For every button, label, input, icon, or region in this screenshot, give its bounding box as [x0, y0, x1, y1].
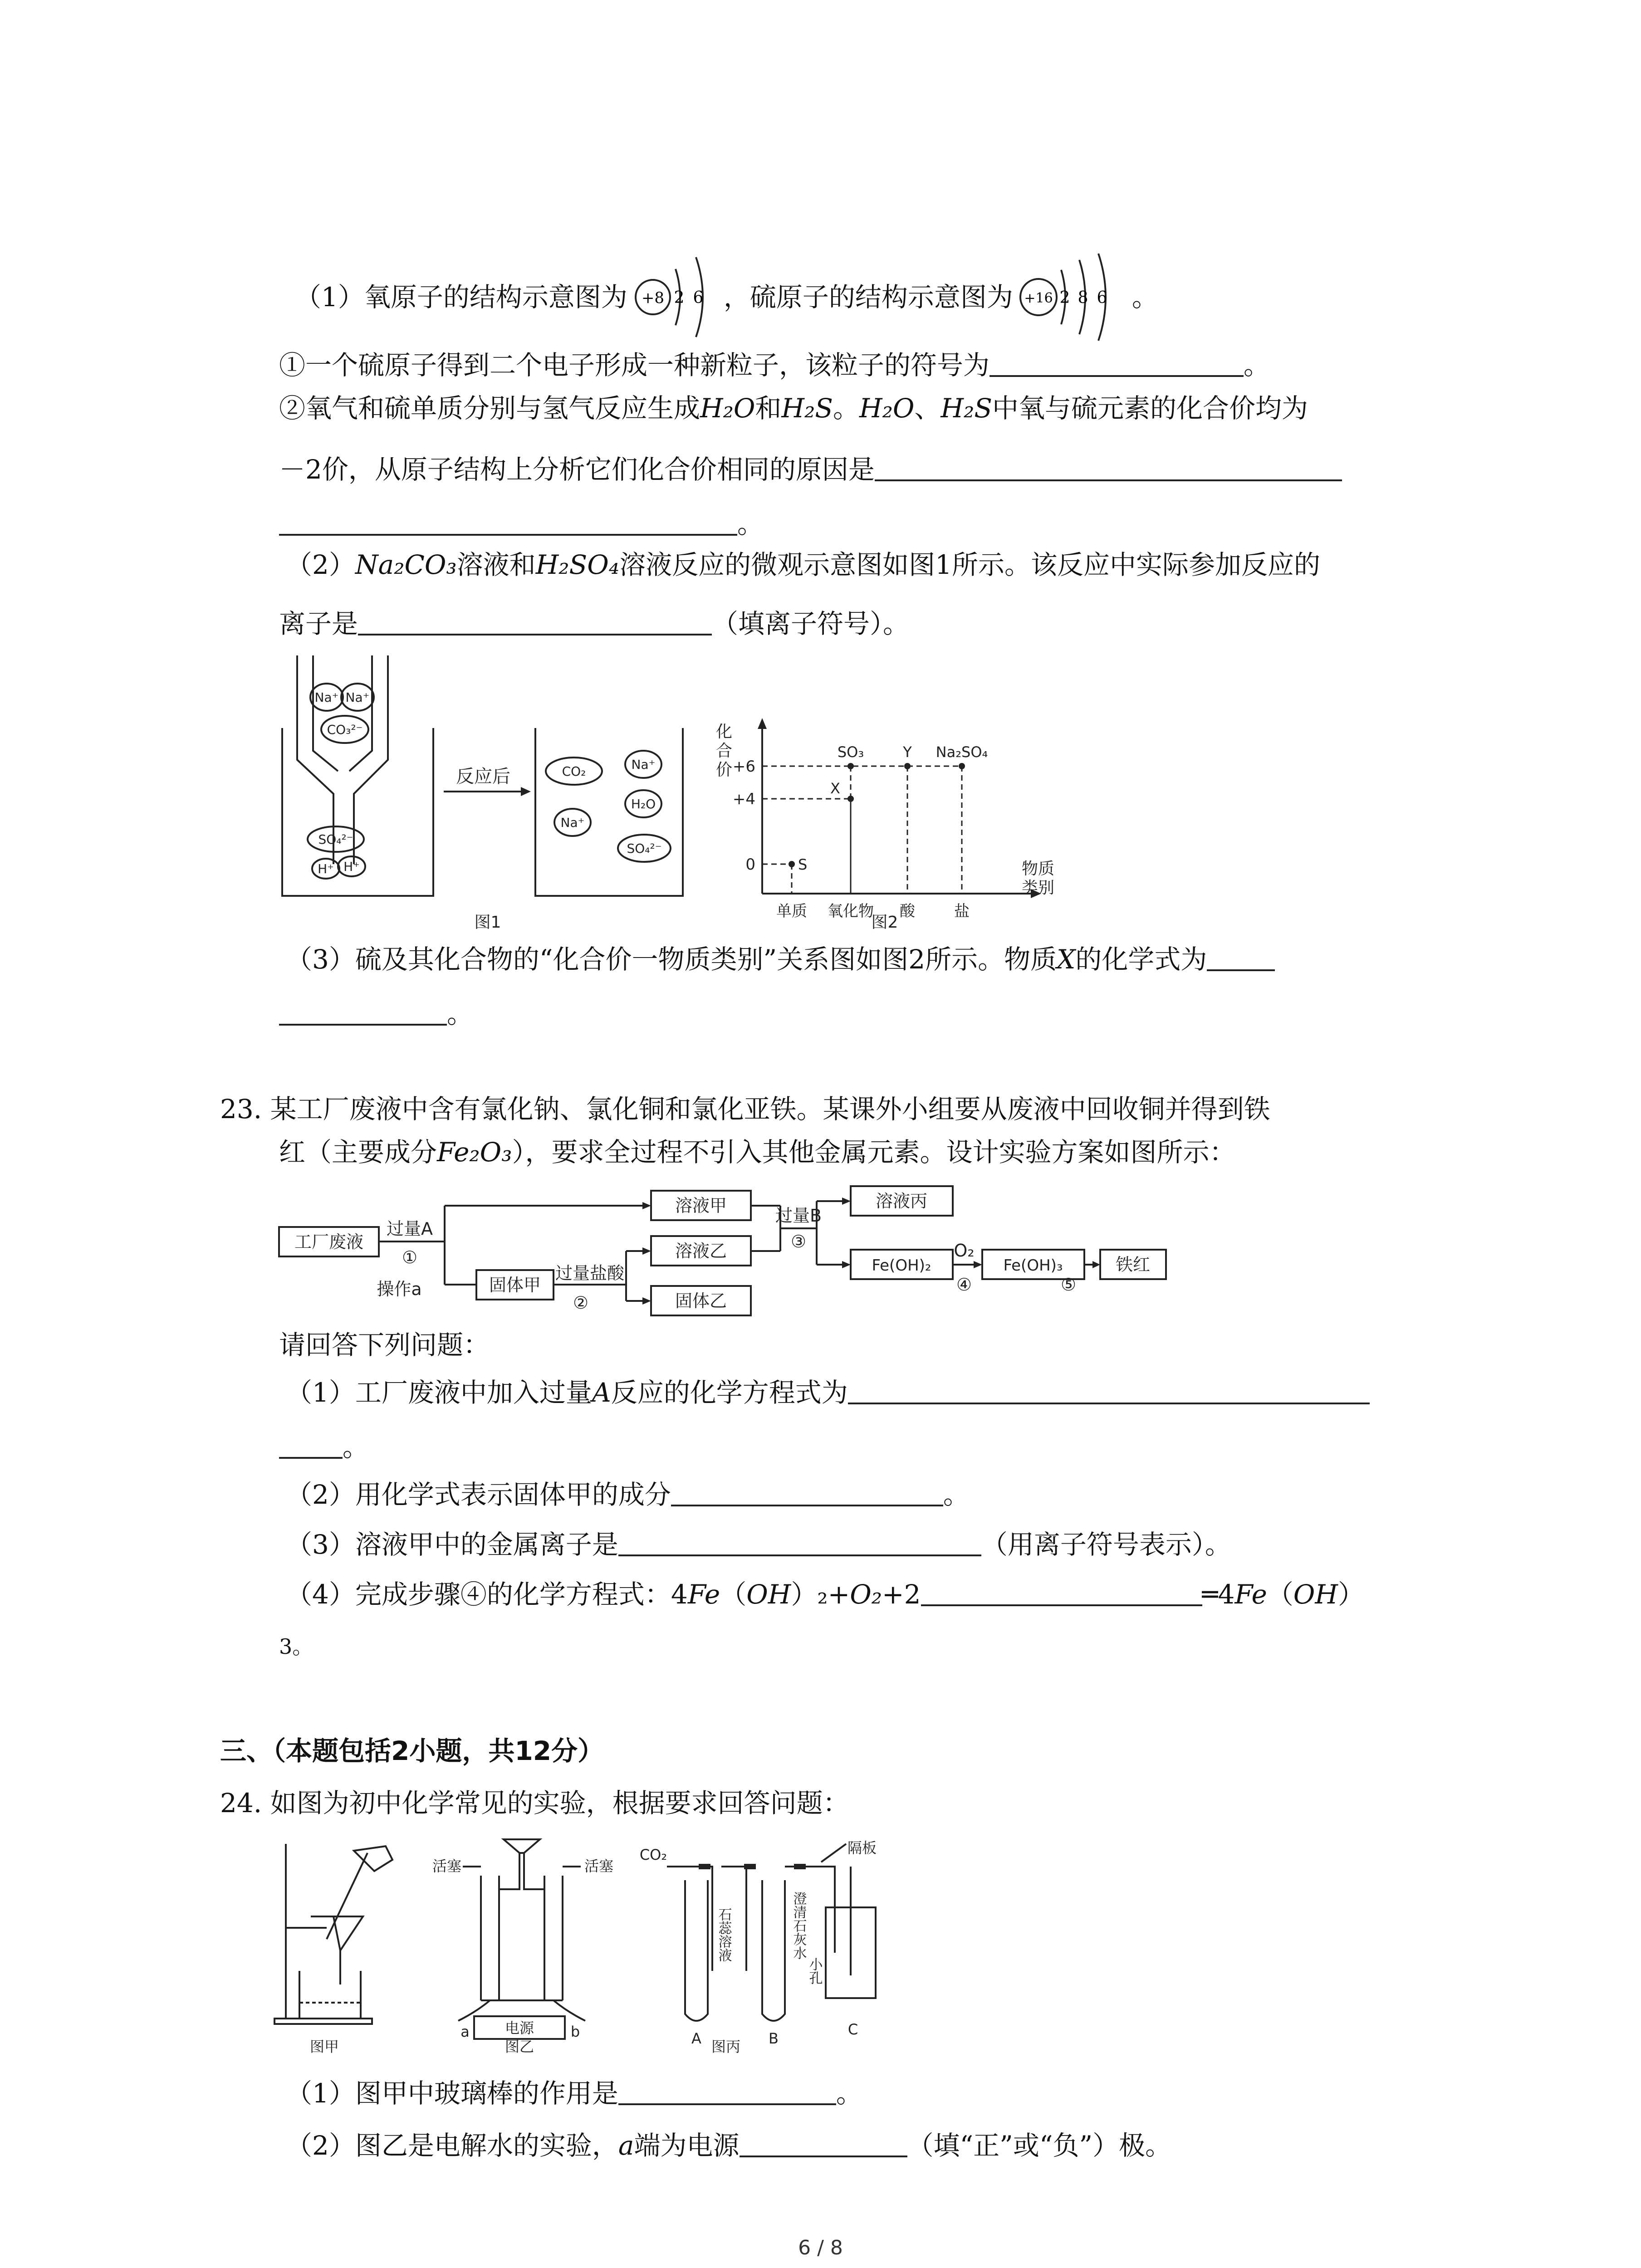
svg-text:类别: 类别 — [1022, 879, 1055, 897]
y-tick-label: +4 — [732, 790, 755, 808]
svg-text:合: 合 — [715, 742, 733, 760]
svg-text:铁红: 铁红 — [1115, 1255, 1151, 1275]
svg-text:过量B: 过量B — [775, 1206, 822, 1226]
q22-part2-line: （2）Na₂CO₃溶液和H₂SO₄溶液反应的微观示意图如图1所示。该反应中实际参加反应的 — [286, 549, 1320, 580]
svg-text:b: b — [570, 2023, 580, 2040]
svg-text:Fe(OH)₂: Fe(OH)₂ — [872, 1256, 931, 1275]
chart-point-label: Na₂SO₄ — [936, 743, 988, 761]
svg-text:隔板: 隔板 — [847, 1839, 877, 1857]
svg-text:活塞: 活塞 — [584, 1857, 614, 1875]
oxygen-shell-1: 2 — [674, 288, 685, 307]
svg-text:图甲: 图甲 — [309, 2038, 339, 2055]
svg-text:H⁺: H⁺ — [318, 861, 334, 876]
q23-prompt: 请回答下列问题： — [279, 1330, 490, 1360]
x-tick-label: 酸 — [900, 902, 915, 920]
answer-blank-ion-symbol[interactable] — [989, 375, 1244, 377]
q22-part2-line-2: 离子是 （填离子符号）。 — [279, 608, 910, 639]
svg-text:CO₂: CO₂ — [562, 764, 586, 779]
answer-blank-equation-1[interactable] — [848, 1403, 1370, 1404]
answer-blank-electrode[interactable] — [740, 2156, 907, 2157]
limewater-label: 澄清石灰水 — [790, 1892, 807, 1960]
q22-sub1-line: ①一个硫原子得到二个电子形成一种新粒子，该粒子的符号为 。 — [279, 350, 1270, 381]
svg-text:④: ④ — [956, 1275, 972, 1295]
svg-text:Fe(OH)₃: Fe(OH)₃ — [1003, 1256, 1063, 1275]
svg-text:Na⁺: Na⁺ — [314, 690, 339, 705]
answer-blank-x-formula-cont[interactable] — [279, 1024, 447, 1026]
svg-text:a: a — [460, 2023, 470, 2040]
svg-text:Na⁺: Na⁺ — [631, 757, 656, 772]
chart-point — [959, 763, 965, 769]
chart-point — [904, 763, 911, 769]
chart-point-label: SO₃ — [837, 743, 864, 761]
q23-part1-line: （1）工厂废液中加入过量A反应的化学方程式为 — [286, 1374, 1370, 1411]
q23-part1-line-2: 。 — [279, 1429, 369, 1465]
x-tick-label: 氧化物 — [828, 902, 874, 920]
chart-point-label: S — [798, 856, 808, 873]
svg-text:①: ① — [402, 1247, 418, 1267]
figure-2-valence-chart — [708, 714, 1080, 932]
q23-part3-line: （3）溶液甲中的金属离子是 （用离子符号表示）。 — [286, 1529, 1231, 1560]
q22-sub2-line-2: －2价，从原子结构上分析它们化合价相同的原因是 — [279, 451, 1342, 488]
q23-part2-line: （2）用化学式表示固体甲的成分 。 — [286, 1479, 970, 1510]
figure-1-caption: 图1 — [474, 913, 501, 932]
svg-text:CO₂: CO₂ — [639, 1846, 667, 1863]
svg-text:Na⁺: Na⁺ — [560, 815, 585, 830]
answer-blank-metal-ions[interactable] — [618, 1554, 981, 1556]
q22-part3-line: （3）硫及其化合物的“化合价一物质类别”关系图如图2所示。物质X的化学式为 — [286, 941, 1275, 978]
svg-text:溶液丙: 溶液丙 — [875, 1191, 928, 1211]
chart-point-label: X — [830, 780, 840, 797]
q23-stem-line-1: 23. 某工厂废液中含有氯化钠、氯化铜和氯化亚铁。某课外小组要从废液中回收铜并得到铁 — [220, 1094, 1270, 1124]
svg-text:O₂: O₂ — [954, 1241, 975, 1261]
y-tick-label: 0 — [745, 855, 755, 874]
svg-text:固体甲: 固体甲 — [489, 1275, 541, 1295]
answer-blank-reason-cont[interactable] — [279, 534, 737, 536]
sulfur-shell-1: 2 — [1059, 288, 1070, 307]
svg-text:②: ② — [573, 1293, 589, 1313]
sulfur-nucleus-label: +16 — [1024, 290, 1053, 306]
answer-blank-x-formula[interactable] — [1207, 969, 1275, 971]
svg-text:图丙: 图丙 — [711, 2038, 741, 2055]
svg-text:A: A — [691, 2030, 701, 2047]
y-tick-label: +6 — [732, 758, 755, 776]
svg-text:溶液乙: 溶液乙 — [675, 1241, 727, 1261]
sulfur-atom-diagram — [1016, 252, 1129, 342]
sulfur-shell-2: 8 — [1078, 288, 1088, 307]
q24-stem: 24. 如图为初中化学常见的实验，根据要求回答问题： — [220, 1788, 849, 1818]
x-tick-label: 单质 — [776, 902, 807, 920]
svg-text:图乙: 图乙 — [505, 2038, 534, 2055]
oxygen-shell-2: 6 — [693, 288, 704, 307]
svg-text:H₂O: H₂O — [631, 797, 656, 811]
q22-sub2-line: ②氧气和硫单质分别与氢气反应生成H₂O和H₂S。H₂O、H₂S中氧与硫元素的化合价均为 — [279, 393, 1308, 424]
chart-point-label: Y — [903, 743, 912, 761]
svg-text:活塞: 活塞 — [432, 1857, 462, 1875]
q23-part4-line-2: 3。 — [279, 1634, 314, 1659]
q22-part3-line-2: 。 — [279, 996, 473, 1032]
q23-flowchart — [277, 1184, 1184, 1334]
q23-stem-line-2: 红（主要成分Fe₂O₃），要求全过程不引入其他金属元素。设计实验方案如图所示： — [279, 1137, 1236, 1168]
svg-text:化: 化 — [715, 723, 733, 741]
q23-part4-line: （4）完成步骤④的化学方程式：4Fe（OH）₂+O₂+2 ═4Fe（OH） — [286, 1579, 1364, 1610]
chart-point — [789, 861, 795, 867]
svg-text:③: ③ — [790, 1232, 807, 1251]
q24-part1-line: （1）图甲中玻璃棒的作用是 。 — [286, 2078, 862, 2109]
svg-text:⑤: ⑤ — [1060, 1275, 1077, 1295]
q24-apparatus-figures — [272, 1835, 980, 2062]
svg-text:过量盐酸: 过量盐酸 — [555, 1263, 625, 1283]
answer-blank-ions[interactable] — [358, 634, 712, 635]
page-number: 6 / 8 — [798, 2236, 843, 2259]
svg-text:溶液甲: 溶液甲 — [675, 1196, 727, 1216]
oxygen-nucleus-label: +8 — [641, 289, 664, 307]
oxygen-atom-diagram — [630, 252, 721, 342]
svg-text:CO₃²⁻: CO₃²⁻ — [327, 722, 363, 737]
answer-blank-reason[interactable] — [875, 479, 1342, 481]
chart-point — [847, 796, 854, 802]
chart-point — [847, 763, 854, 769]
svg-text:操作a: 操作a — [377, 1279, 422, 1299]
answer-blank-glass-rod[interactable] — [618, 2103, 836, 2105]
svg-text:工厂废液: 工厂废液 — [294, 1232, 364, 1252]
answer-blank-equation-1-cont[interactable] — [279, 1457, 343, 1459]
svg-text:过量A: 过量A — [387, 1219, 433, 1239]
svg-text:B: B — [769, 2030, 779, 2047]
svg-text:H⁺: H⁺ — [343, 859, 360, 874]
svg-text:C: C — [847, 2021, 858, 2038]
figure-2-caption: 图2 — [871, 913, 898, 932]
svg-text:反应后: 反应后 — [456, 766, 510, 787]
svg-text:物质: 物质 — [1022, 860, 1055, 878]
sulfur-shell-3: 6 — [1097, 288, 1107, 307]
answer-blank-reactant[interactable] — [921, 1604, 1202, 1606]
q24-part2-line: （2）图乙是电解水的实验，a端为电源 （填“正”或“负”）极。 — [286, 2130, 1172, 2161]
answer-blank-solid-jia[interactable] — [671, 1505, 943, 1506]
x-tick-label: 盐 — [954, 902, 970, 920]
litmus-label: 石蕊溶液 — [715, 1907, 732, 1962]
svg-text:价: 价 — [715, 761, 733, 779]
hole-label: 小孔 — [806, 1957, 823, 1984]
svg-text:电源: 电源 — [505, 2019, 534, 2037]
svg-text:SO₄²⁻: SO₄²⁻ — [627, 841, 662, 856]
section-3-heading: 三、（本题包括2小题，共12分） — [220, 1735, 604, 1766]
figure-1-reaction-diagram — [272, 655, 749, 937]
svg-text:固体乙: 固体乙 — [675, 1291, 727, 1311]
q22-part1-line: （1）氧原子的结构示意图为 +8 2 6 ，硫原子的结构示意图为 +16 2 8 6 。 — [295, 252, 1158, 342]
q22-sub2-line-3: 。 — [279, 506, 764, 542]
svg-text:Na⁺: Na⁺ — [345, 690, 370, 705]
svg-text:SO₄²⁻: SO₄²⁻ — [318, 832, 353, 847]
